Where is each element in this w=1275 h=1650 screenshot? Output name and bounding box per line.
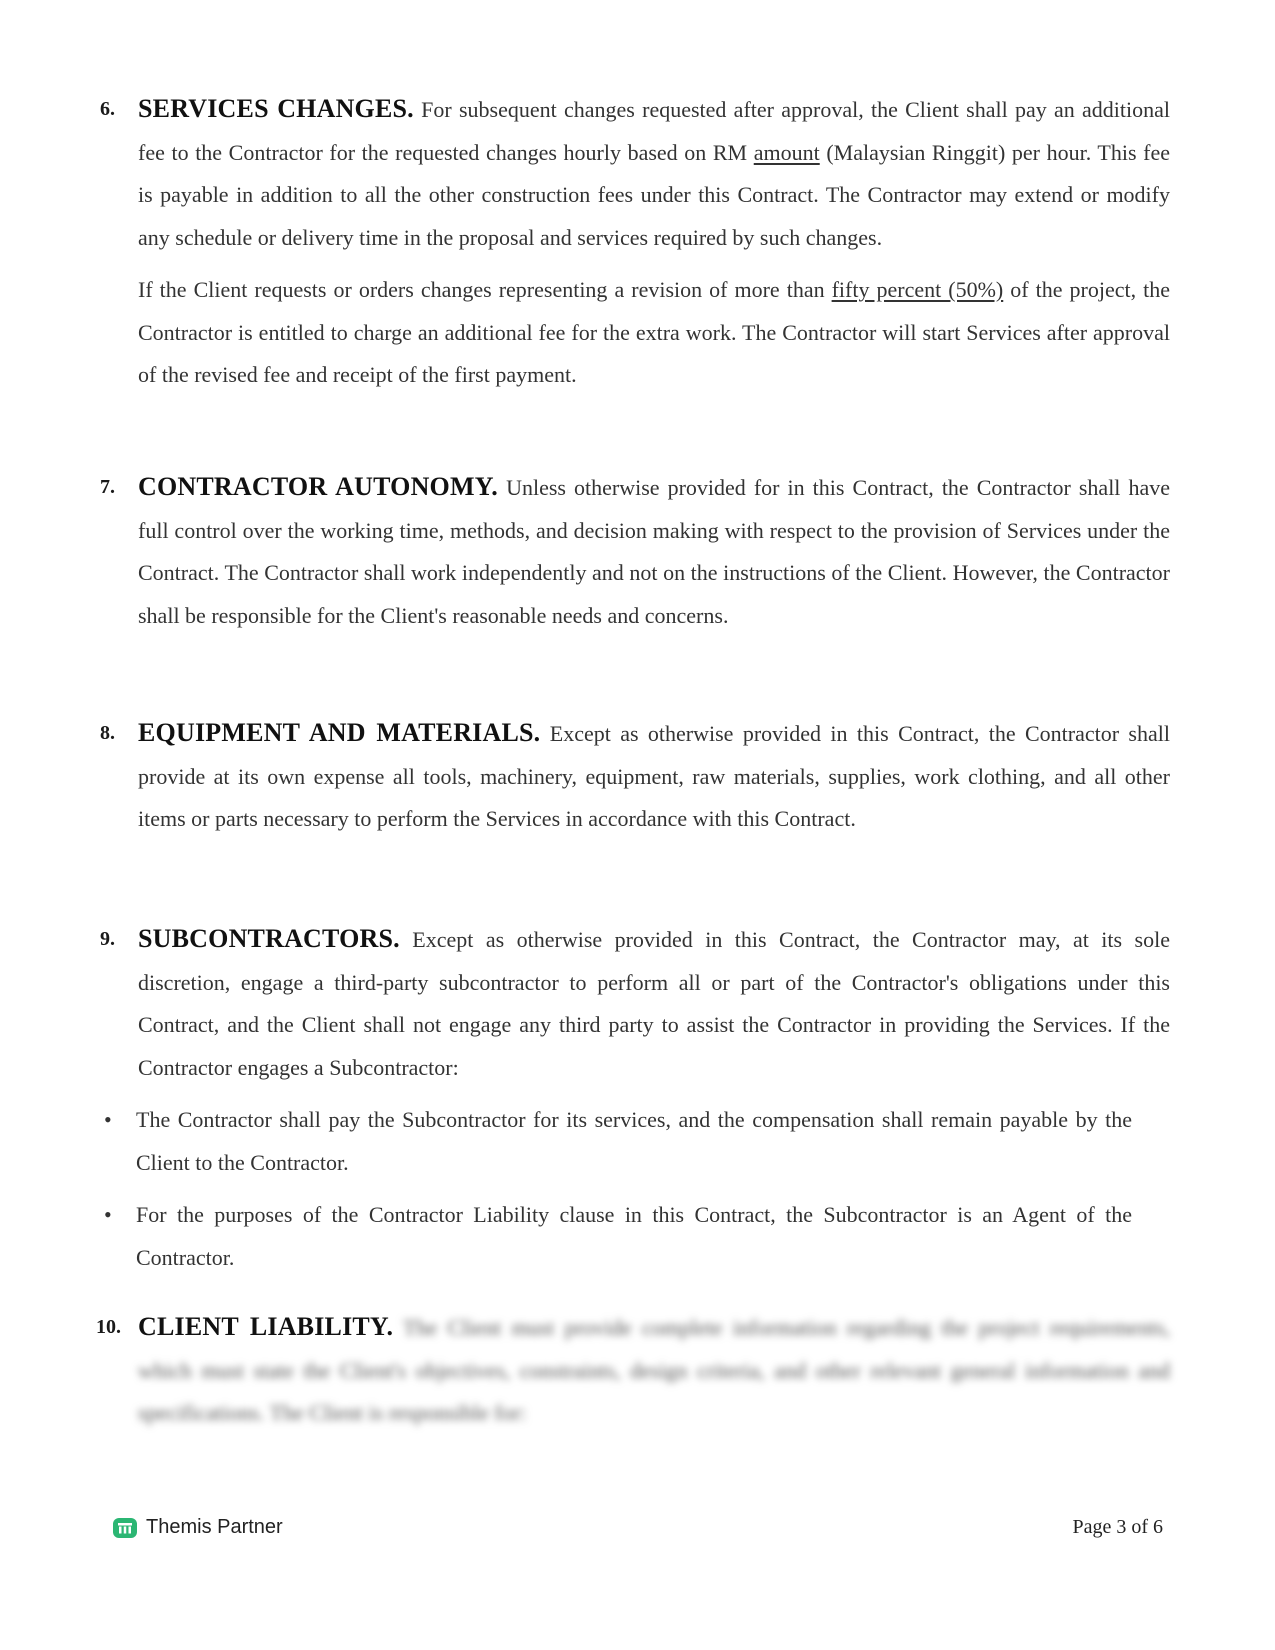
clause-text: (Malaysian Ringgit) per hour. This fee is payable in addition to all the other construction fees under this Contract. The Contractor may extend or modify any schedule or delivery time in the proposal and services required by such changes. <box>138 139 1170 250</box>
clause-text: of the project, the Contractor is entitled to charge an additional fee for the extra work. The Contractor will start Services after approval of the revised fee and receipt of the first payment. <box>138 277 1170 387</box>
clause-number: 7. <box>100 476 115 498</box>
bullet-icon: • <box>104 1107 112 1132</box>
clause-body <box>138 1306 1170 1435</box>
clause-text: If the Client requests or orders changes representing a revision of more than <box>138 277 832 302</box>
list-item-text: The Contractor shall pay the Subcontractor for its services, and the compensation shall remain payable by the Client to the Contractor. <box>136 1107 1132 1175</box>
clause-9 <box>100 918 1180 1289</box>
clause-number: 6. <box>100 98 115 120</box>
clause-paragraph <box>138 269 1170 397</box>
clause-number: 8. <box>100 722 115 744</box>
amount-placeholder-link[interactable]: amount <box>753 139 820 165</box>
clause-text: Unless otherwise provided for in this Contract, the Contractor shall have full control over the working time, methods, and decision making with respect to the provision of Services under the Contract. The Contractor shall work independently and not on the instructions of the Client. However, the Contractor shall be responsible for the Client's reasonable needs and concerns. <box>138 475 1170 628</box>
clause-number: 9. <box>100 928 115 950</box>
clause-7 <box>100 466 1180 637</box>
clause-text: Except as otherwise provided in this Contract, the Contractor shall provide at its own expense all tools, machinery, equipment, raw materials, supplies, work clothing, and all other items or parts necessary to perform the Services in accordance with this Contract. <box>138 721 1170 831</box>
clause-text: For subsequent changes requested after approval, the Client shall pay an additional fee to the Contractor for the requested changes hourly based on RM <box>138 97 1170 165</box>
clause-8 <box>100 712 1180 841</box>
clause-heading: CONTRACTOR AUTONOMY. <box>138 472 499 501</box>
clause-heading: SERVICES CHANGES. <box>138 94 414 123</box>
bullet-icon: • <box>104 1202 112 1227</box>
percent-placeholder-link[interactable]: fifty percent (50%) <box>831 277 1004 302</box>
clause-body <box>138 918 1170 1089</box>
clause-heading: CLIENT LIABILITY. <box>138 1312 394 1341</box>
clause-6 <box>100 88 1180 397</box>
list-item <box>100 1099 1132 1184</box>
themis-logo-icon <box>112 1517 138 1539</box>
clause-heading: EQUIPMENT AND MATERIALS. <box>138 718 541 747</box>
page-number: Page 3 of 6 <box>1072 1516 1163 1538</box>
clause-10 <box>96 1306 1180 1435</box>
clause-text: Except as otherwise provided in this Contract, the Contractor may, at its sole discretion, engage a third-party subcontractor to perform all or part of the Contractor's obligations under this Contract, and the Client shall not engage any third party to assist the Contractor in providing the Services. If the Contractor engages a Subcontractor: <box>138 927 1170 1080</box>
blurred-clause-text: The Client must provide complete information regarding the project requirements, which must state the Client's objectives, constraints, design criteria, and other relevant general information and specifications. The Client is responsible for: <box>138 1315 1170 1425</box>
footer-brand-name: Themis Partner <box>146 1516 283 1538</box>
bullet-list <box>100 1099 1132 1279</box>
clause-body <box>138 88 1170 259</box>
clause-heading: SUBCONTRACTORS. <box>138 924 400 953</box>
list-item <box>100 1194 1132 1279</box>
clause-number: 10. <box>96 1316 121 1338</box>
list-item-text: For the purposes of the Contractor Liability clause in this Contract, the Subcontractor is an Agent of the Contractor. <box>136 1202 1132 1270</box>
clause-body <box>138 466 1170 637</box>
clause-body <box>138 712 1170 841</box>
footer-brand <box>112 1516 283 1539</box>
